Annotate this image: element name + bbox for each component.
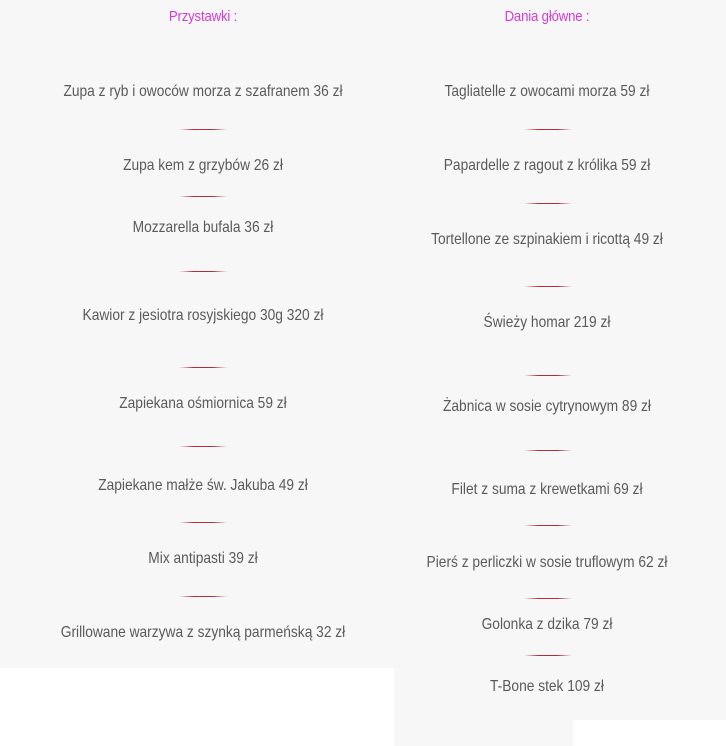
mains-heading: Dania główne : [504, 8, 590, 25]
menu-separator [524, 525, 572, 526]
menu-item: Filet z suma z krewetkami 69 zł [451, 481, 643, 498]
menu-separator [179, 129, 227, 130]
mains-panel-bottom [394, 720, 573, 746]
mains-panel [394, 0, 726, 720]
menu-separator [524, 129, 572, 130]
menu-separator [524, 598, 572, 599]
menu-separator [179, 367, 227, 368]
menu-separator [524, 203, 572, 204]
menu-separator [524, 450, 572, 451]
menu-item: Tortellone ze szpinakiem i ricottą 49 zł [431, 231, 663, 248]
menu-separator [524, 655, 572, 656]
menu-item: T-Bone stek 109 zł [490, 678, 604, 695]
starters-heading: Przystawki : [168, 8, 238, 25]
menu-item: Tagliatelle z owocami morza 59 zł [444, 83, 650, 100]
menu-item: Zupa z ryb i owoców morza z szafranem 36 zł [63, 83, 343, 100]
menu-item: Zupa kem z grzybów 26 zł [123, 157, 283, 174]
menu-separator [179, 522, 227, 523]
menu-item: Mix antipasti 39 zł [148, 550, 258, 567]
menu-item: Pierś z perliczki w sosie truflowym 62 zł [426, 554, 668, 571]
menu-separator [179, 196, 227, 197]
menu-item: Mozzarella bufala 36 zł [132, 219, 274, 236]
menu-separator [179, 596, 227, 597]
menu-item: Zapiekane małże św. Jakuba 49 zł [98, 477, 308, 494]
page-background [573, 720, 726, 746]
menu-separator [524, 375, 572, 376]
menu-item: Żabnica w sosie cytrynowym 89 zł [442, 398, 651, 415]
menu-item: Świeży homar 219 zł [483, 314, 611, 331]
menu-item: Grillowane warzywa z szynką parmeńską 32 zł [60, 624, 346, 641]
menu-item: Zapiekana ośmiornica 59 zł [119, 395, 287, 412]
menu-separator [179, 271, 227, 272]
menu-separator [524, 286, 572, 287]
menu-item: Golonka z dzika 79 zł [481, 616, 613, 633]
menu-item: Kawior z jesiotra rosyjskiego 30g 320 zł [82, 307, 324, 324]
menu-separator [179, 446, 227, 447]
menu-item: Papardelle z ragout z królika 59 zł [443, 157, 651, 174]
